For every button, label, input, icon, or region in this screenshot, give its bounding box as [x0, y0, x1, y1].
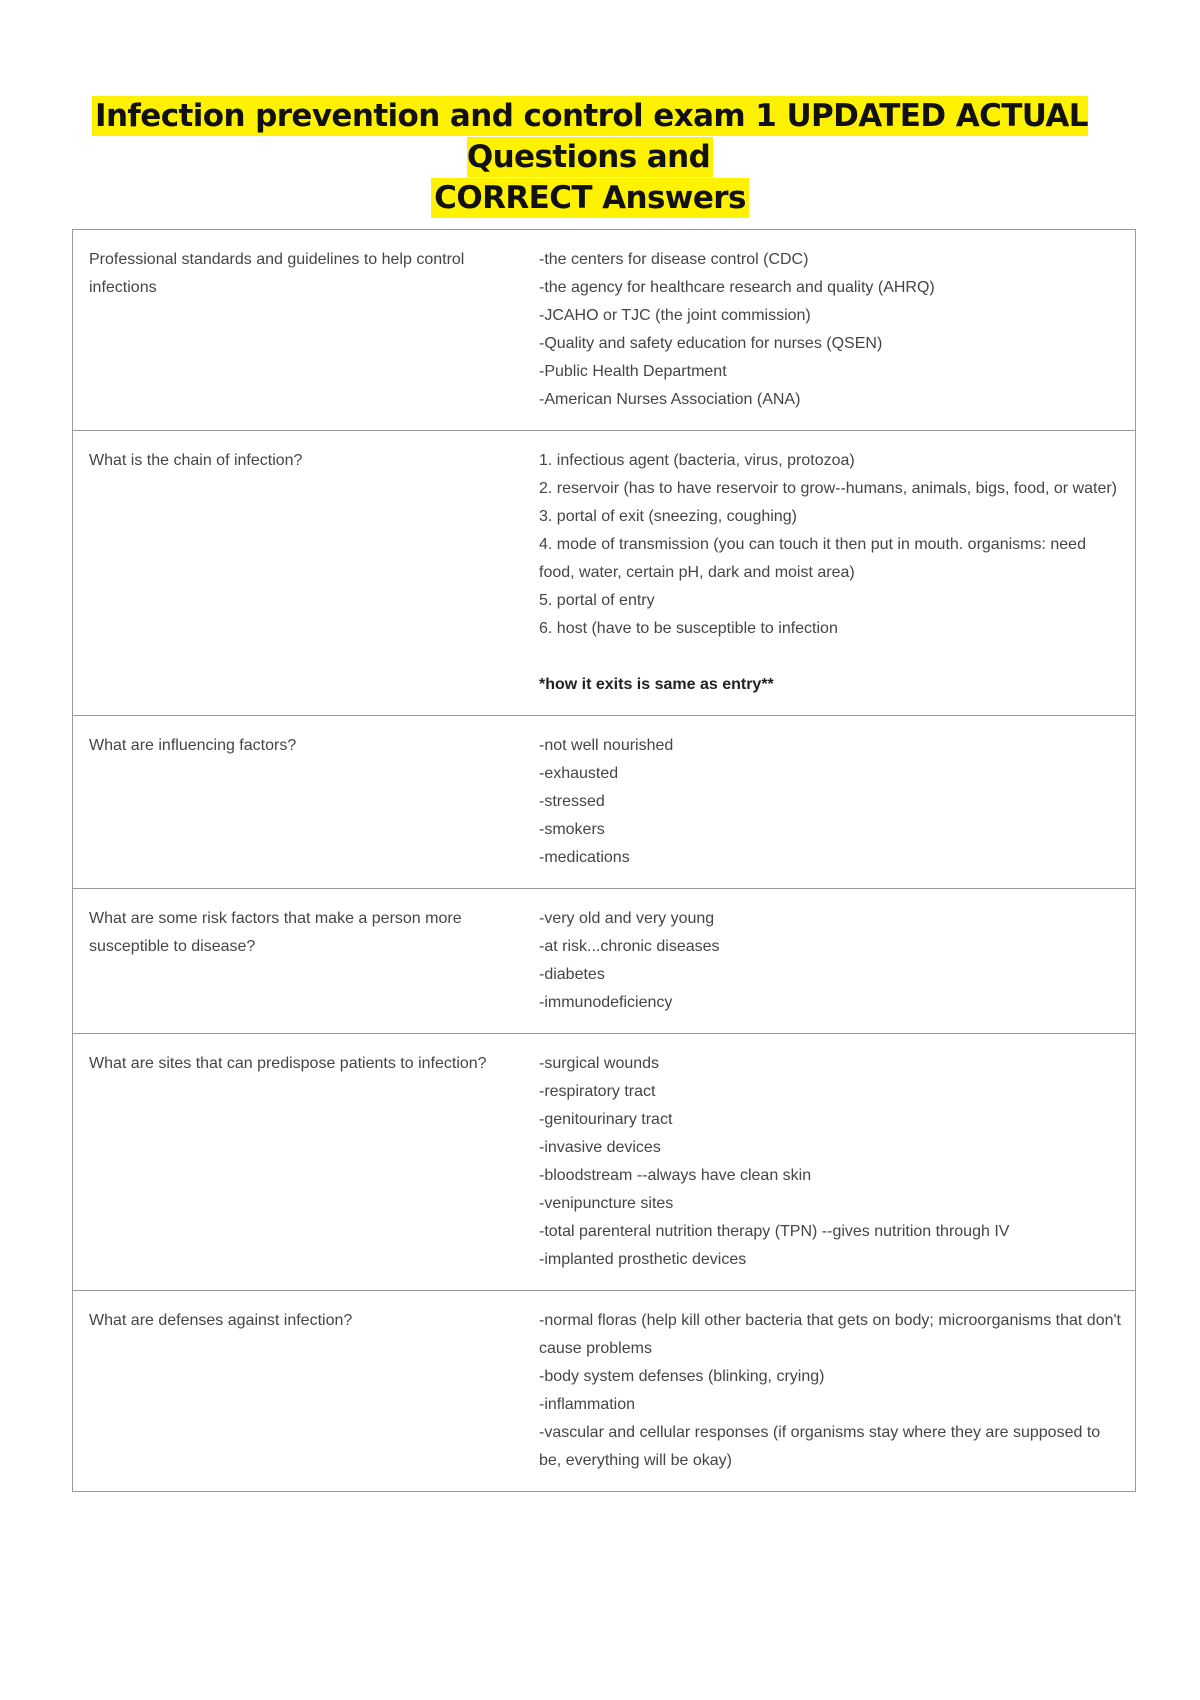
answer-cell — [511, 716, 1136, 889]
answer-line: 3. portal of exit (sneezing, coughing) — [539, 508, 797, 525]
answer-line: -medications — [539, 849, 630, 866]
answer-line: -immunodeficiency — [539, 994, 673, 1011]
answer-note: *how it exits is same as entry** — [539, 676, 774, 693]
answer-line: -bloodstream --always have clean skin — [539, 1167, 812, 1184]
table-row — [73, 716, 1136, 889]
question-cell — [73, 716, 512, 889]
answer-cell — [511, 431, 1136, 716]
answer-line: -invasive devices — [539, 1139, 661, 1156]
answer-line: -inflammation — [539, 1396, 636, 1413]
question-cell — [73, 431, 512, 716]
question-text: What are sites that can predispose patients to infection? — [89, 1055, 487, 1072]
qa-table — [72, 229, 1136, 1492]
answer-line: 6. host (have to be susceptible to infection — [539, 620, 838, 637]
answer-line: 1. infectious agent (bacteria, virus, protozoa) — [539, 452, 855, 469]
title-line-2: CORRECT Answers — [431, 178, 749, 218]
answer-line: -American Nurses Association (ANA) — [539, 391, 801, 408]
answer-line: -total parenteral nutrition therapy (TPN) --gives nutrition through IV — [539, 1223, 1010, 1240]
answer-line: -exhausted — [539, 765, 619, 782]
answer-line: -Quality and safety education for nurses (QSEN) — [539, 335, 883, 352]
table-row — [73, 889, 1136, 1034]
answer-line: -normal floras (help kill other bacteria that gets on body; microorganisms that don't cause problems — [539, 1312, 1121, 1357]
answer-line: -not well nourished — [539, 737, 674, 754]
answer-line: -stressed — [539, 793, 605, 810]
answer-cell — [511, 1291, 1136, 1492]
answer-line: -at risk...chronic diseases — [539, 938, 720, 955]
answer-line: -the centers for disease control (CDC) — [539, 251, 809, 268]
question-text: What are influencing factors? — [89, 737, 297, 754]
answer-line: -the agency for healthcare research and quality (AHRQ) — [539, 279, 935, 296]
title-line-1: Infection prevention and control exam 1 UPDATED ACTUAL Questions and — [92, 96, 1088, 177]
question-text: What are defenses against infection? — [89, 1312, 353, 1329]
table-row — [73, 1034, 1136, 1291]
answer-line: -respiratory tract — [539, 1083, 656, 1100]
answer-line: -diabetes — [539, 966, 605, 983]
answer-line: -implanted prosthetic devices — [539, 1251, 747, 1268]
answer-cell — [511, 1034, 1136, 1291]
answer-line: 4. mode of transmission (you can touch it then put in mouth. organisms: need food, water, certain pH, dark and moist area) — [539, 536, 1086, 581]
table-row — [73, 230, 1136, 431]
table-row — [73, 431, 1136, 716]
answer-line: -JCAHO or TJC (the joint commission) — [539, 307, 811, 324]
answer-line: 5. portal of entry — [539, 592, 655, 609]
spacer — [539, 643, 1121, 671]
question-text: What are some risk factors that make a person more susceptible to disease? — [89, 910, 462, 955]
answer-line: -surgical wounds — [539, 1055, 660, 1072]
answer-line: -venipuncture sites — [539, 1195, 674, 1212]
answer-line: -Public Health Department — [539, 363, 727, 380]
answer-cell — [511, 889, 1136, 1034]
answer-line: -body system defenses (blinking, crying) — [539, 1368, 825, 1385]
question-cell — [73, 1291, 512, 1492]
answer-cell — [511, 230, 1136, 431]
question-cell — [73, 1034, 512, 1291]
table-row — [73, 1291, 1136, 1492]
answer-line: 2. reservoir (has to have reservoir to grow--humans, animals, bigs, food, or water) — [539, 480, 1118, 497]
answer-line: -very old and very young — [539, 910, 715, 927]
answer-line: -vascular and cellular responses (if organisms stay where they are supposed to be, everything will be okay) — [539, 1424, 1101, 1469]
question-cell — [73, 230, 512, 431]
question-cell — [73, 889, 512, 1034]
answer-line: -smokers — [539, 821, 605, 838]
question-text: Professional standards and guidelines to help control infections — [89, 251, 465, 296]
question-text: What is the chain of infection? — [89, 452, 303, 469]
page-title — [50, 96, 1130, 219]
answer-line: -genitourinary tract — [539, 1111, 673, 1128]
